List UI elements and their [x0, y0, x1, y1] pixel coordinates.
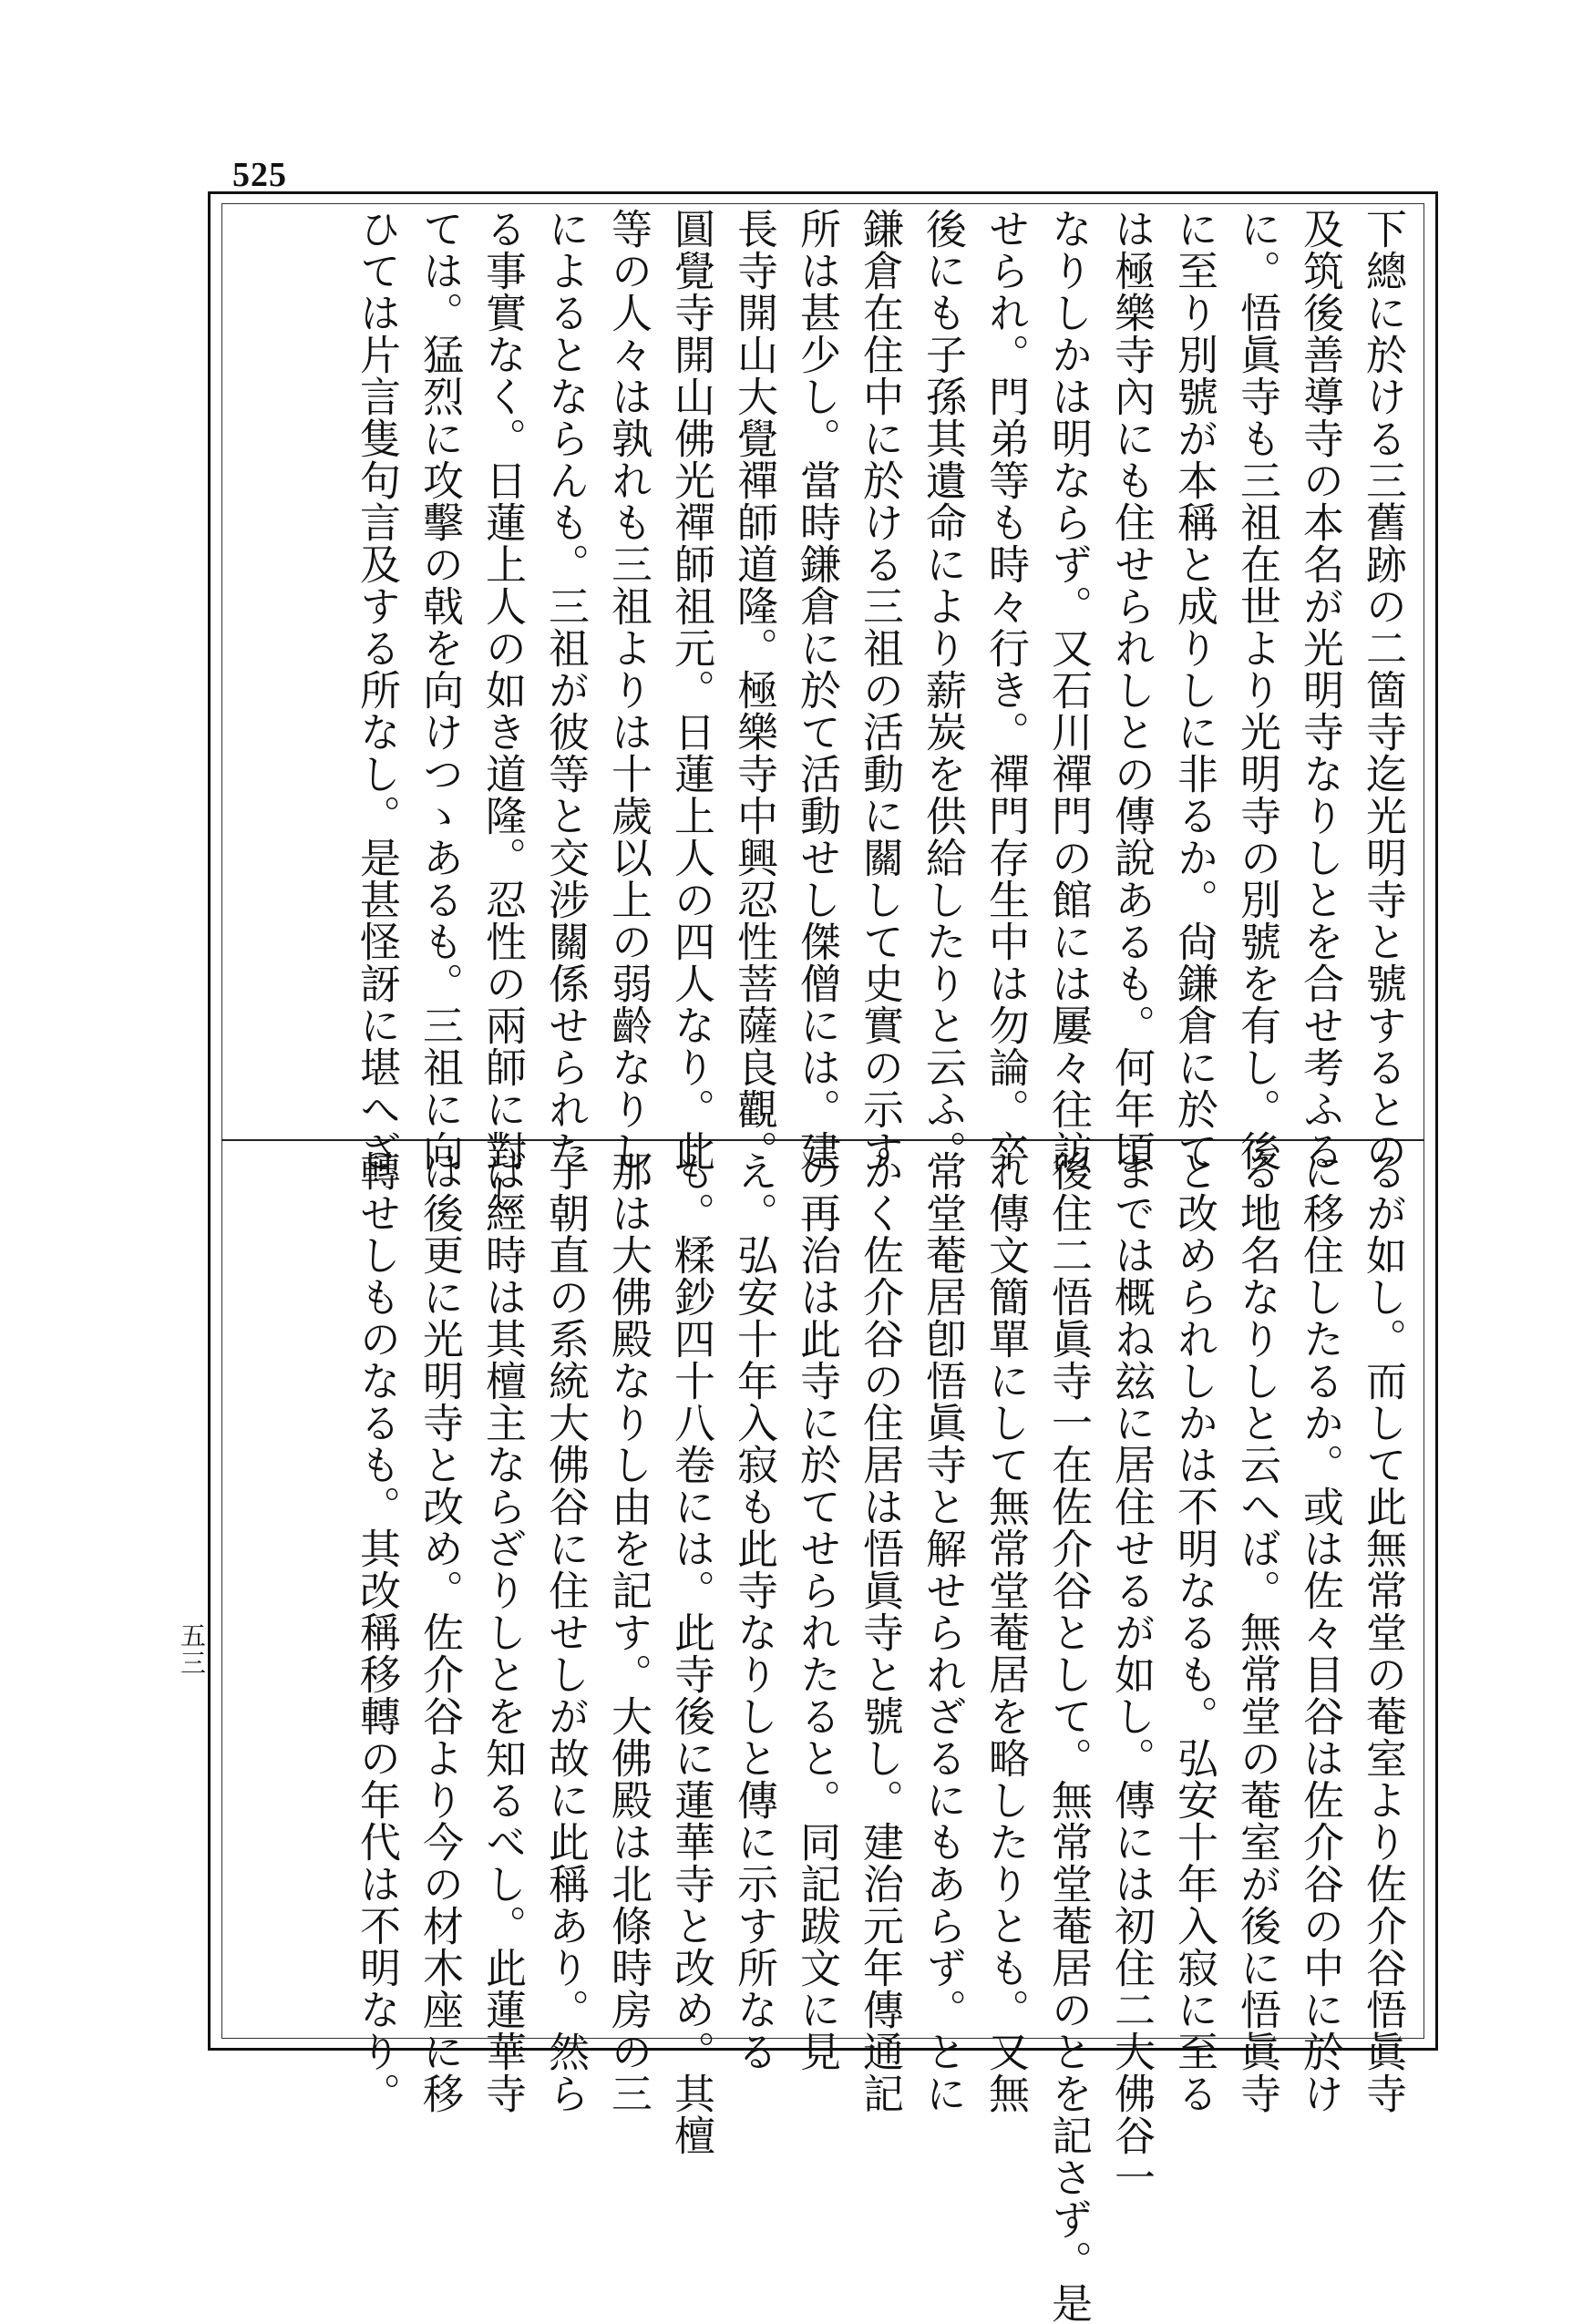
text-column: なりしかは明ならず。又石川禪門の館には屢々往訪 [1044, 208, 1093, 1172]
text-column: ひては片言隻句言及する所なし。是甚怪訝に堪へざ [353, 208, 401, 1172]
text-column: せられ。門弟等も時々行き。禪門存生中は勿論。卒 [981, 208, 1030, 1172]
text-column: 圓覺寺開山佛光禪師祖元。日蓮上人の四人なり。此 [667, 208, 715, 1172]
text-column: も。糅鈔四十八卷には。此寺後に蓮華寺と改め。其檀 [667, 1150, 715, 2156]
text-column: 那は大佛殿なりし由を記す。大佛殿は北條時房の三 [604, 1150, 653, 2114]
text-column: 後にも子孫其遺命により薪炭を供給したりと云ふ。 [919, 208, 967, 1172]
text-column: 常堂菴居卽悟眞寺と解せられざるにもあらず。とに [919, 1150, 967, 2114]
text-column: に移住したるか。或は佐々目谷は佐介谷の中に於け [1296, 1150, 1344, 2114]
text-column: かく佐介谷の住居は悟眞寺と號し。建治元年傳通記 [856, 1150, 904, 2114]
text-column: 長寺開山大覺禪師道隆。極樂寺中興忍性菩薩良觀。 [730, 208, 778, 1172]
text-column: 下總に於ける三舊跡の二箇寺迄光明寺と號するとの [1359, 208, 1407, 1172]
text-column: と改められしかは不明なるも。弘安十年入寂に至る [1170, 1150, 1218, 2114]
text-column: 轉せしものなるも。其改稱移轉の年代は不明なり。 [353, 1150, 401, 2114]
text-column: ては。猛烈に攻擊の戟を向けつゝあるも。三祖に向 [416, 208, 464, 1172]
text-column: 子朝直の系統大佛谷に住せしが故に此稱あり。然ら [541, 1150, 590, 2114]
text-column: 所は甚少し。當時鎌倉に於て活動せし傑僧には。建 [793, 208, 841, 1172]
text-column: る事實なく。日蓮上人の如き道隆。忍性の兩師に對し [478, 208, 527, 1214]
margin-folio: 五三 [177, 1622, 207, 1677]
upper-text-block [239, 208, 1414, 1214]
text-column: るが如し。而して此無常堂の菴室より佐介谷悟眞寺 [1359, 1150, 1407, 2114]
text-column: までは概ね玆に居住せるが如し。傳には初住二大佛谷一 [1107, 1150, 1156, 2198]
text-column: 及筑後善導寺の本名が光明寺なりしとを合せ考ふる [1296, 208, 1344, 1172]
text-column: ば經時は其檀主ならざりしとを知るべし。此蓮華寺 [478, 1150, 527, 2114]
text-column: る地名なりしと云へば。無常堂の菴室が後に悟眞寺 [1233, 1150, 1281, 2114]
page-number: 525 [232, 156, 287, 194]
text-column: の再治は此寺に於てせられたると。同記跋文に見 [793, 1150, 841, 2072]
lower-text-block [239, 1150, 1414, 2324]
text-column: 後住二悟眞寺一在佐介谷として。無常堂菴居のとを記さず。是 [1044, 1150, 1093, 2324]
text-column: は後更に光明寺と改め。佐介谷より今の材木座に移 [416, 1150, 464, 2114]
text-column: に至り別號が本稱と成りしに非るか。尙鎌倉に於て [1170, 208, 1218, 1172]
text-column: に。悟眞寺も三祖在世より光明寺の別號を有し。後 [1233, 208, 1281, 1172]
text-column: によるとならんも。三祖が彼等と交涉關係せられた [541, 208, 590, 1172]
text-column: は極樂寺內にも住せられしとの傳說あるも。何年頃 [1107, 208, 1156, 1172]
text-column: 等の人々は孰れも三祖よりは十歲以上の弱齡なりし [604, 208, 653, 1172]
text-column: 鎌倉在住中に於ける三祖の活動に關して史實の示す [856, 208, 904, 1172]
text-column: れ傳文簡單にして無常堂菴居を略したりとも。又無 [981, 1150, 1030, 2114]
text-column: え。弘安十年入寂も此寺なりしと傳に示す所なる [730, 1150, 778, 2072]
